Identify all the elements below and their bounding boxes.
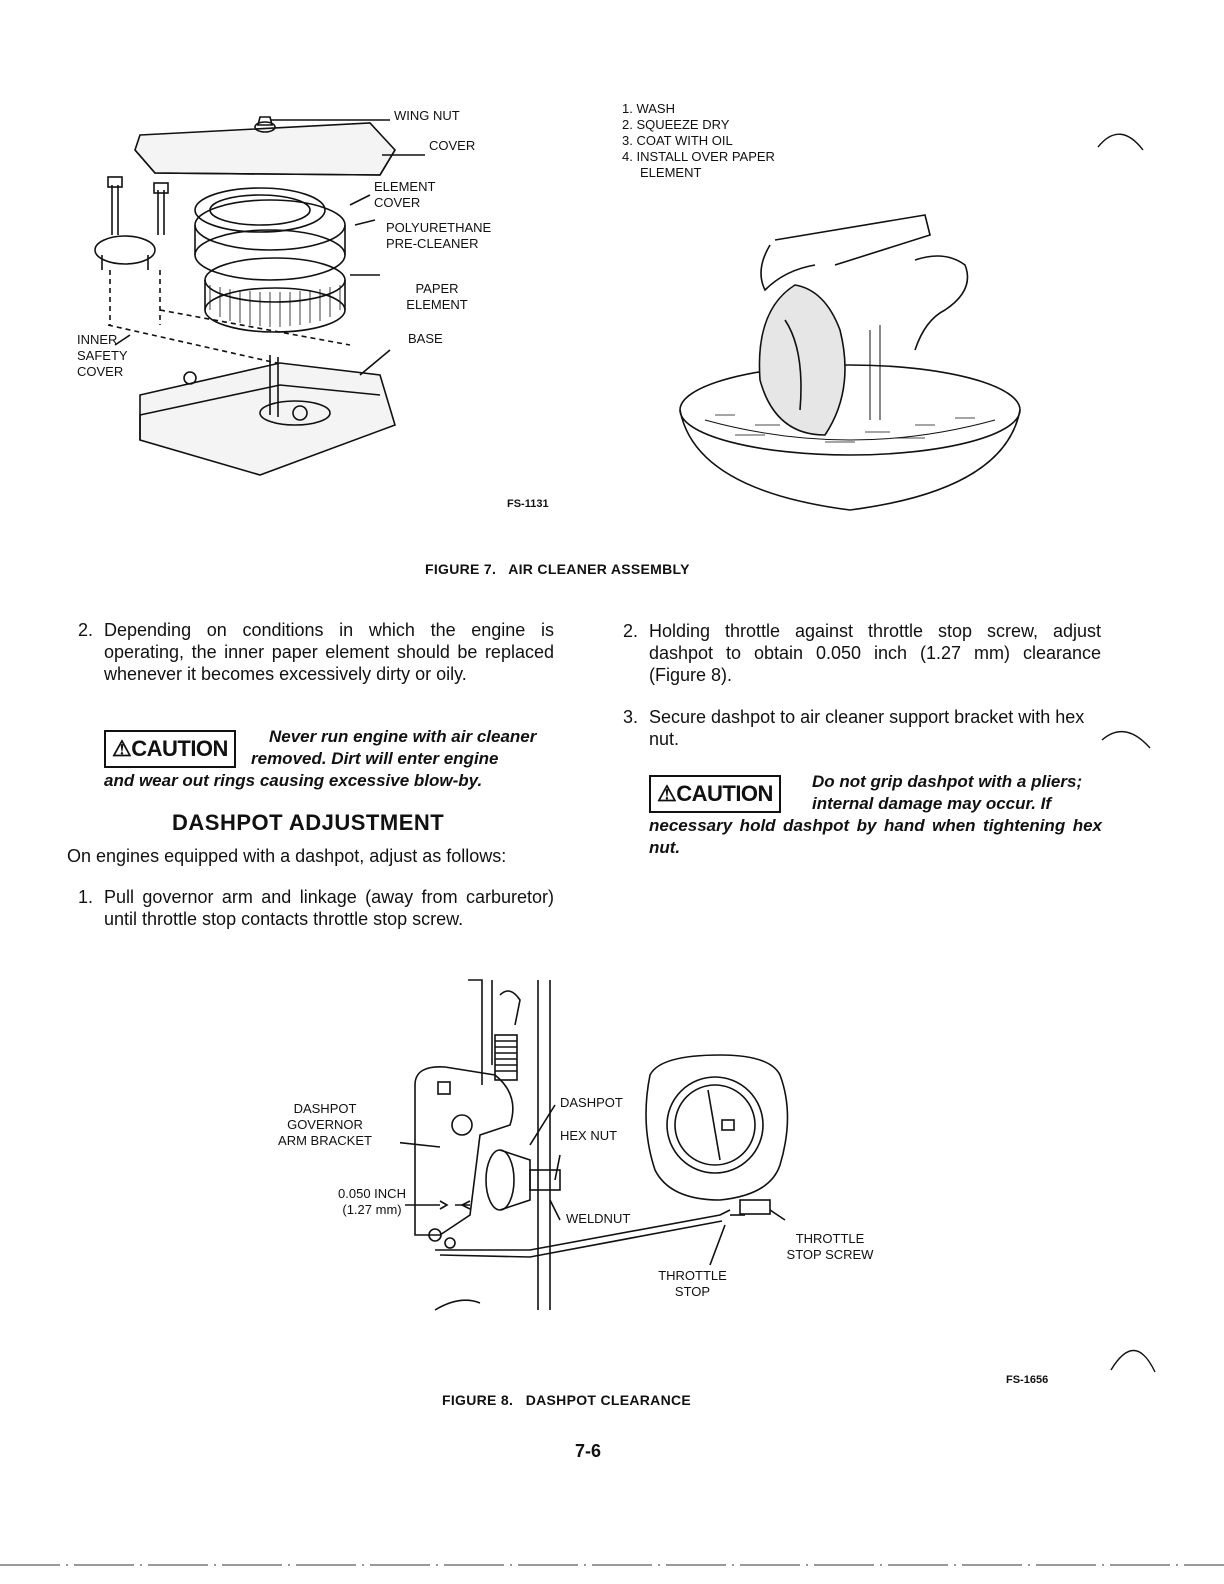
label-pre-cleaner: POLYURETHANE PRE-CLEANER — [386, 220, 492, 251]
right-caution-line-3: necessary hold dashpot by hand when tightening hex nut. — [649, 816, 1102, 857]
section-intro: On engines equipped with a dashpot, adjust as follows: — [67, 846, 507, 866]
label-weldnut: WELDNUT — [566, 1211, 631, 1226]
step-4-cont: ELEMENT — [640, 165, 702, 180]
label-paper-element: PAPER ELEMENT — [406, 281, 468, 312]
left-item-2-text: Depending on conditions in which the engine is operating, the inner paper element should be replaced whenever it becomes excessively dirty or oily. — [104, 620, 554, 684]
label-inner-safety-cover: INNER SAFETY COVER — [77, 332, 128, 379]
right-caution-line-1: Do not grip dashpot with a pliers; — [812, 772, 1083, 791]
step-3: 3. COAT WITH OIL — [622, 133, 733, 148]
right-caution-badge: ⚠CAUTION — [649, 775, 781, 813]
label-wing-nut: WING NUT — [394, 108, 460, 123]
right-item-3 — [623, 706, 1101, 750]
figure-7-code: FS-1131 — [507, 498, 549, 510]
step-4: 4. INSTALL OVER PAPER — [622, 149, 775, 164]
label-element-cover: ELEMENT COVER — [374, 179, 436, 210]
left-caution-line-2: removed. Dirt will enter engine — [251, 749, 499, 768]
page-number: 7-6 — [575, 1441, 602, 1461]
label-base: BASE — [408, 331, 443, 346]
air-cleaner-exploded-illustration — [60, 95, 620, 515]
washing-steps — [622, 101, 775, 181]
washing-hands-illustration — [675, 210, 1035, 520]
right-item-3-text: Secure dashpot to air cleaner support bracket with hex nut. — [649, 707, 1085, 749]
figure-7-caption: FIGURE 7. AIR CLEANER ASSEMBLY — [425, 561, 690, 577]
label-dashpot: DASHPOT — [560, 1095, 623, 1110]
label-throttle-stop: THROTTLE STOP — [658, 1268, 727, 1299]
label-cover: COVER — [429, 138, 476, 153]
label-dashpot-governor-arm-bracket: DASHPOT GOVERNOR ARM BRACKET — [278, 1101, 372, 1148]
right-caution-line-2: internal damage may occur. If — [812, 794, 1052, 813]
left-caution-line-1: Never run engine with air cleaner — [269, 727, 537, 746]
left-item-1-number: 1. — [78, 887, 94, 907]
left-item-1-text: Pull governor arm and linkage (away from carburetor) until throttle stop contacts throttle stop screw. — [104, 887, 554, 929]
label-clearance: 0.050 INCH (1.27 mm) — [338, 1186, 406, 1217]
left-caution-badge: ⚠CAUTION — [104, 730, 236, 768]
dashpot-illustration — [400, 975, 820, 1315]
left-item-1 — [78, 886, 554, 930]
right-item-2-text: Holding throttle against throttle stop screw, adjust dashpot to obtain 0.050 inch (1.27 mm) clearance (Figure 8). — [649, 621, 1101, 685]
label-throttle-stop-screw: THROTTLE STOP SCREW — [786, 1231, 874, 1262]
section-heading: DASHPOT ADJUSTMENT — [172, 810, 445, 835]
right-item-2-number: 2. — [623, 621, 639, 641]
figure-8-code: FS-1656 — [1006, 1374, 1049, 1386]
step-1: 1. WASH — [622, 101, 675, 116]
left-caution-line-3: and wear out rings causing excessive blow-by. — [104, 771, 483, 790]
label-hex-nut: HEX NUT — [560, 1128, 618, 1143]
left-item-2 — [78, 619, 554, 685]
right-item-2 — [623, 620, 1101, 686]
figure-8-caption: FIGURE 8. DASHPOT CLEARANCE — [442, 1392, 692, 1408]
step-2: 2. SQUEEZE DRY — [622, 117, 730, 132]
left-item-2-number: 2. — [78, 620, 94, 640]
right-item-3-number: 3. — [623, 707, 639, 727]
